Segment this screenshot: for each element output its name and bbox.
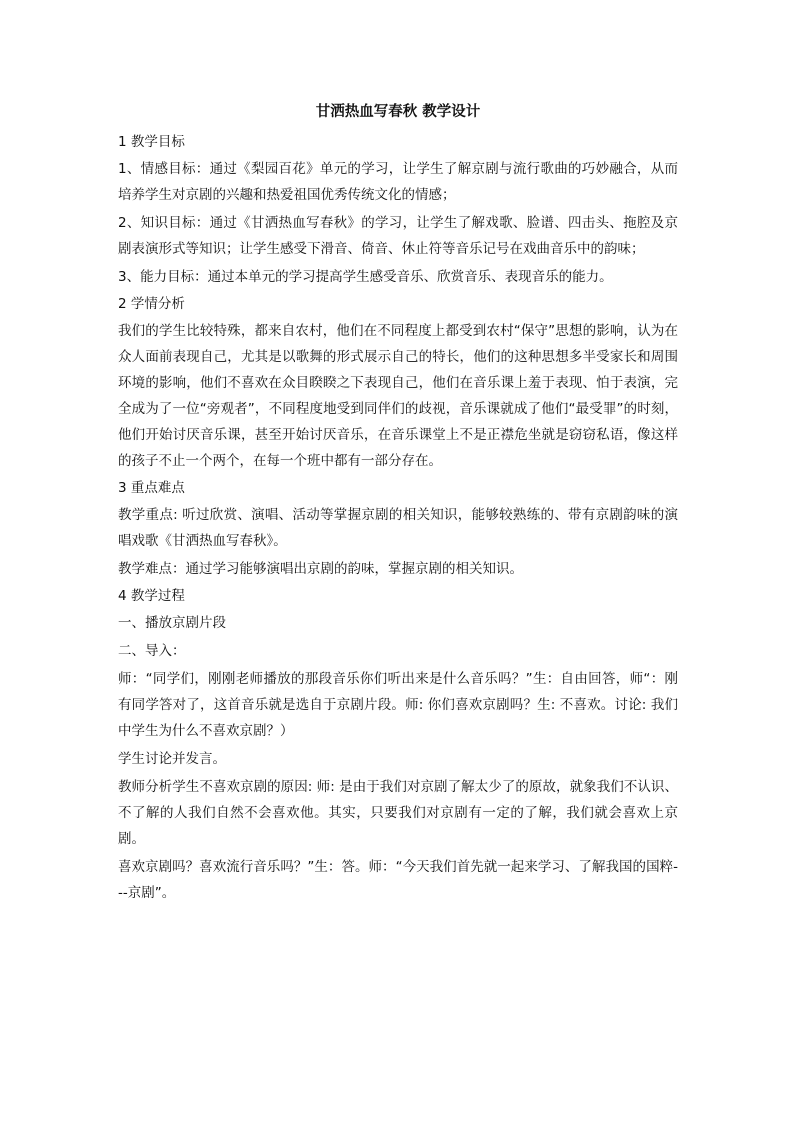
paragraph-step-two: 二、导入： [118, 643, 186, 659]
section-teaching-process [118, 584, 678, 906]
section-student-analysis [118, 292, 678, 474]
section-heading: 1 教学目标 [118, 134, 185, 150]
section-heading: 4 教学过程 [118, 588, 185, 604]
section-teaching-goals [118, 130, 678, 290]
paragraph-knowledge-goal: 2、知识目标：通过《甘洒热血写春秋》的学习，让学生了解戏歌、脸谱、四击头、拖腔及京剧表演形式等知识；让学生感受下滑音、倚音、休止符等音乐记号在戏曲音乐中的韵味； [118, 215, 678, 257]
paragraph-analysis: 教师分析学生不喜欢京剧的原因: 师: 是由于我们对京剧了解太少了的原故，就象我们不认识、不了解的人我们自然不会喜欢他。其实，只要我们对京剧有一定的了解，我们就会喜欢上京剧。 [118, 779, 678, 847]
paragraph-ability-goal: 3、能力目标：通过本单元的学习提高学生感受音乐、欣赏音乐、表现音乐的能力。 [118, 269, 613, 285]
paragraph-step-one: 一、播放京剧片段 [118, 615, 226, 631]
paragraph-student-analysis: 我们的学生比较特殊，都来自农村，他们在不同程度上都受到农村“保守”思想的影响，认为在众人面前表现自己，尤其是以歌舞的形式展示自己的特长，他们的这种思想多半受家长和周围环境的影响，他们不喜欢在众目睽睽之下表现自己，他们在音乐课上羞于表现、怕于表演，完全成为了一位“旁观者”，不同程度地受到同伴们的歧视，音乐课就成了他们“最受罪”的时刻，他们开始讨厌音乐课，甚至开始讨厌音乐，在音乐课堂上不是正襟危坐就是窃窃私语，像这样的孩子不止一个两个，在每一个班中都有一部分存在。 [118, 323, 678, 469]
paragraph-key-point: 教学重点: 听过欣赏、演唱、活动等掌握京剧的相关知识，能够较熟练的、带有京剧韵味的演唱戏歌《甘洒热血写春秋》。 [118, 507, 678, 549]
document-title: 甘洒热血写春秋 教学设计 [315, 104, 481, 120]
paragraph-discussion: 学生讨论并发言。 [118, 751, 226, 767]
section-heading: 2 学情分析 [118, 296, 185, 312]
section-heading: 3 重点难点 [118, 480, 185, 496]
paragraph-difficult-point: 教学难点：通过学习能够演唱出京剧的韵味，掌握京剧的相关知识。 [118, 561, 523, 577]
paragraph-emotion-goal: 1、情感目标：通过《梨园百花》单元的学习，让学生了解京剧与流行歌曲的巧妙融合，从而培养学生对京剧的兴趣和热爱祖国优秀传统文化的情感； [118, 161, 678, 203]
paragraph-dialogue: 师：“同学们，刚刚老师播放的那段音乐你们听出来是什么音乐吗？”生：自由回答，师“：刚有同学答对了，这首音乐就是选自于京剧片段。师: 你们喜欢京剧吗？生: 不喜欢。讨论: 我们中学生为什么不喜欢京剧？） [118, 671, 678, 739]
paragraph-closing: 喜欢京剧吗？喜欢流行音乐吗？”生：答。师：“今天我们首先就一起来学习、了解我国的国粹---京剧”。 [118, 859, 678, 901]
document-page [118, 100, 678, 908]
section-key-points [118, 476, 678, 582]
